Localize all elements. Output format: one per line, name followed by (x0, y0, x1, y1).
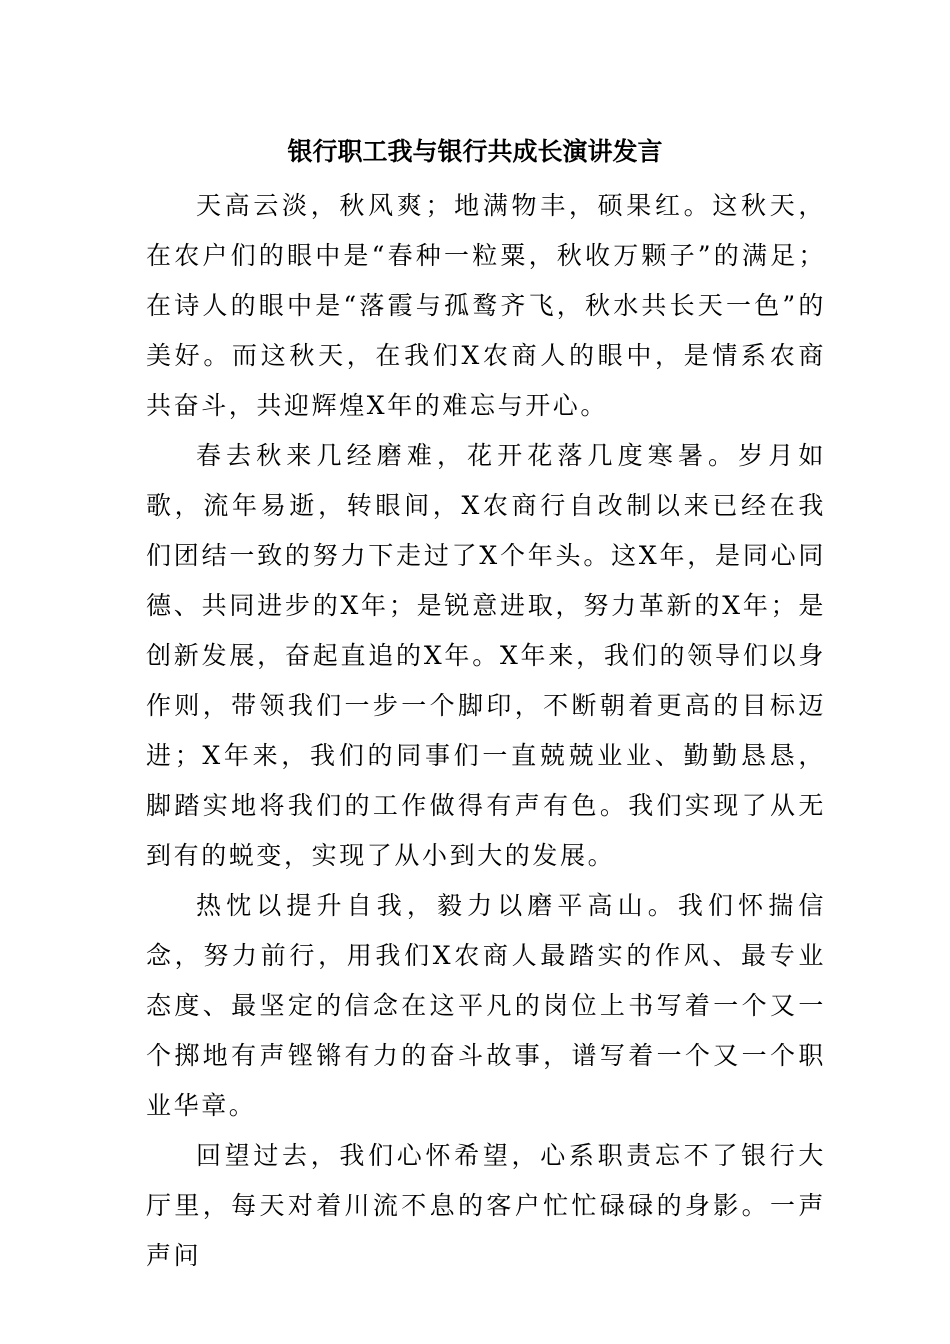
document-title: 银行职工我与银行共成长演讲发言 (287, 137, 663, 166)
paragraph-4: 回望过去，我们心怀希望，心系职责忘不了银行大厅里，每天对着川流不息的客户忙忙碌碌的身影。一声声问 (146, 1141, 826, 1270)
document-body (146, 181, 826, 1281)
paragraph-2: 春去秋来几经磨难，花开花落几度寒暑。岁月如歌，流年易逝，转眼间，X农商行自改制以来已经在我们团结一致的努力下走过了X个年头。这X年，是同心同德、共同进步的X年；是锐意进取，努力革新的X年；是创新发展，奋起直追的X年。X年来，我们的领导们以身作则，带领我们一步一个脚印，不断朝着更高的目标迈进；X年来，我们的同事们一直兢兢业业、勤勤恳恳，脚踏实地将我们的工作做得有声有色。我们实现了从无到有的蜕变，实现了从小到大的发展。 (146, 441, 826, 870)
paragraph-3: 热忱以提升自我，毅力以磨平高山。我们怀揣信念，努力前行，用我们X农商人最踏实的作风、最专业态度、最坚定的信念在这平凡的岗位上书写着一个又一个掷地有声铿锵有力的奋斗故事，谱写着一个又一个职业华章。 (146, 891, 826, 1120)
paragraph-1: 天高云淡，秋风爽；地满物丰，硕果红。这秋天，在农户们的眼中是“春种一粒粟，秋收万颗子”的满足；在诗人的眼中是“落霞与孤鹜齐飞，秋水共长天一色”的美好。而这秋天，在我们X农商人的眼中，是情系农商共奋斗，共迎辉煌X年的难忘与开心。 (146, 191, 826, 420)
